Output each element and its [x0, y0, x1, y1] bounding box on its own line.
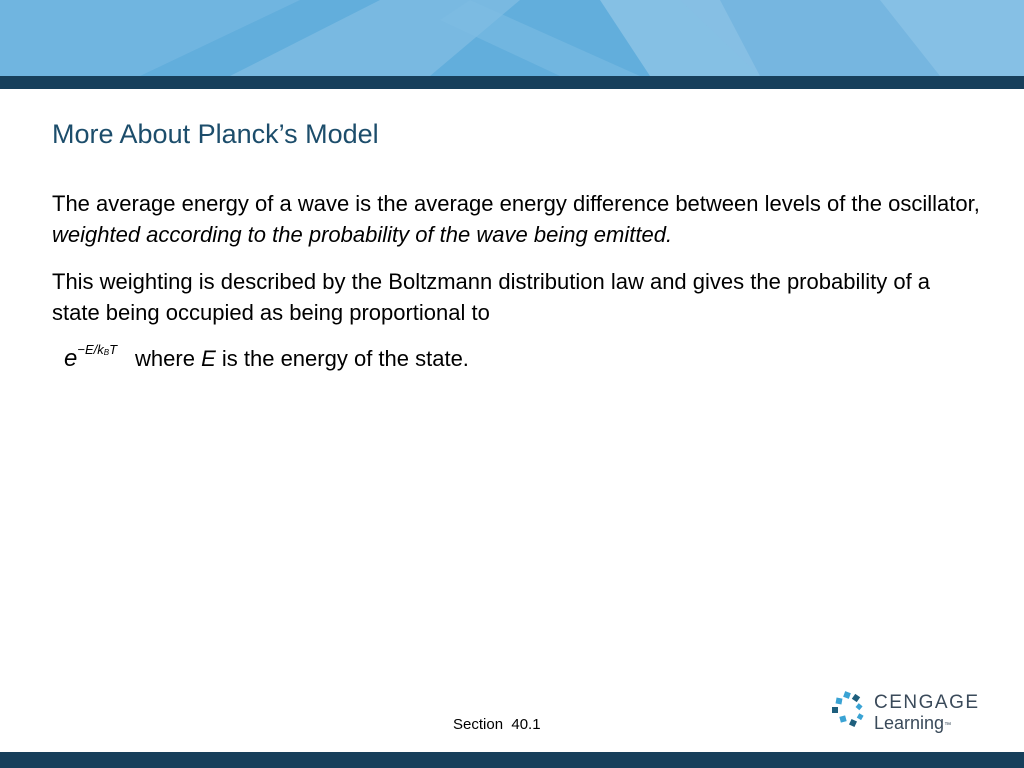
logo-word-cengage: CENGAGE [874, 692, 980, 713]
formula-energy-variable: E [201, 346, 216, 371]
boltzmann-factor-formula [64, 342, 117, 373]
formula-explanation: is the energy of the state. [215, 346, 469, 371]
formula-exponent-prefix: −E/k [77, 342, 104, 357]
formula-where-text: where [135, 346, 202, 371]
formula-exponent-subscript: B [103, 348, 110, 357]
formula-exponent-suffix: T [109, 342, 118, 357]
header-banner [0, 0, 1024, 76]
logo-trademark: ™ [944, 722, 952, 729]
paragraph-boltzmann: This weighting is described by the Boltzmann distribution law and gives the probability of a state being occupied as being proportional to [52, 269, 931, 325]
logo-word-learning-group [874, 713, 951, 734]
section-number: Section 40.1 [453, 716, 541, 733]
formula-exponent [77, 342, 117, 357]
formula-line [64, 342, 469, 373]
formula-base: e [64, 345, 78, 372]
slide-body [52, 188, 982, 344]
banner-graphic [0, 0, 1024, 76]
paragraph-average-energy [52, 188, 982, 250]
paragraph-average-energy-text: The average energy of a wave is the average energy difference between levels of the oscillator, [52, 191, 980, 216]
header-rule [0, 76, 1024, 89]
cengage-learning-logo [830, 690, 980, 738]
paragraph-average-energy-italic: weighted according to the probability of the wave being emitted. [52, 222, 673, 247]
slide-title: More About Planck’s Model [52, 119, 379, 149]
cengage-logo-icon [830, 690, 868, 730]
footer-rule [0, 752, 1024, 768]
logo-word-learning: Learning [874, 713, 945, 733]
